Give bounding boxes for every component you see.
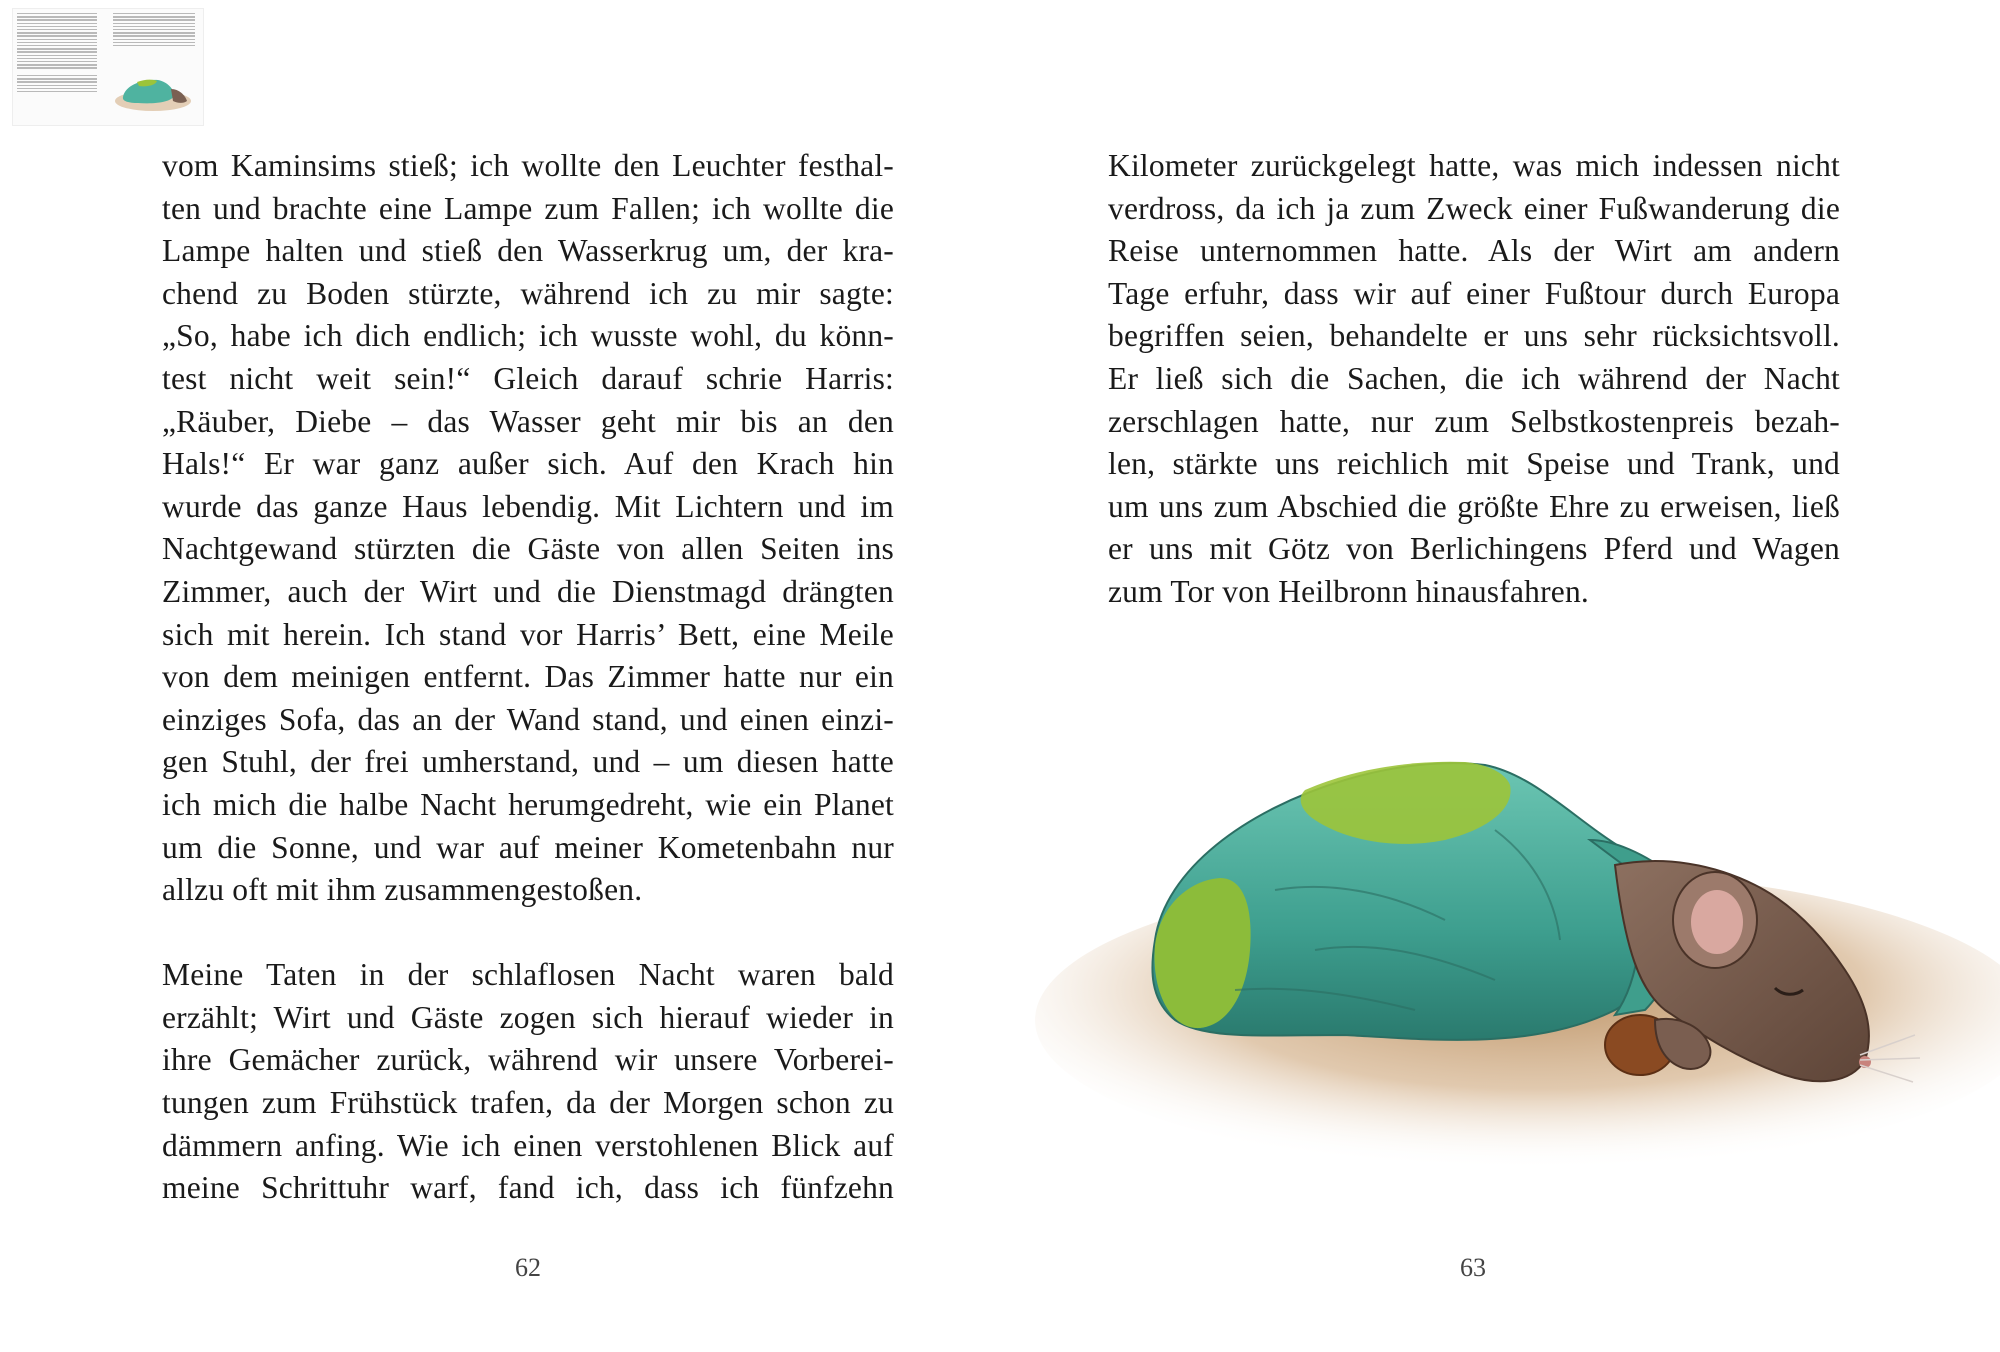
thumbnail-text-line	[113, 39, 195, 40]
text-line: um uns zum Abschied die größte Ehre zu erweisen, ließ	[1108, 488, 1840, 524]
text-line: len, stärkte uns reichlich mit Speise und Trank, und	[1108, 446, 1840, 482]
text-line: vom Kaminsims stieß; ich wollte den Leuchter festhal-	[162, 148, 894, 183]
text-line: zum Tor von Heilbronn hinausfahren.	[1108, 573, 1589, 609]
thumbnail-text-line	[113, 29, 195, 30]
thumbnail-text-line	[113, 35, 195, 36]
text-line: Tage erfuhr, dass wir auf einer Fußtour durch Europa	[1108, 275, 1840, 311]
thumbnail-text-line	[17, 81, 97, 82]
thumbnail-text-line	[17, 23, 97, 24]
text-line: gen Stuhl, der frei umherstand, und – um diesen hatte	[162, 744, 894, 780]
text-line: ten und brachte eine Lampe zum Fallen; ich wollte die	[162, 190, 894, 226]
page-number-right: 63	[1460, 1253, 1486, 1282]
text-line: verdross, da ich ja zum Zweck einer Fußwanderung die	[1108, 190, 1840, 226]
text-line: wurde das ganze Haus lebendig. Mit Lichtern und im	[162, 488, 894, 524]
thumbnail-text-line	[17, 26, 97, 27]
right-page-text	[1108, 145, 1840, 614]
text-line: Lampe halten und stieß den Wasserkrug um, der kra-	[162, 233, 894, 269]
thumbnail-text-line	[17, 61, 97, 62]
thumbnail-text-line	[17, 91, 97, 92]
thumbnail-text-line	[113, 26, 195, 27]
paragraph-gap	[162, 912, 894, 955]
text-line: sich mit herein. Ich stand vor Harris’ Bett, eine Meile	[162, 616, 894, 652]
text-line: Kilometer zurückgelegt hatte, was mich indessen nicht	[1108, 148, 1840, 183]
thumbnail-text-line	[113, 19, 195, 20]
text-line: dämmern anfing. Wie ich einen verstohlenen Blick auf	[162, 1127, 894, 1163]
thumbnail-text-line	[17, 13, 97, 14]
text-line: Meine Taten in der schlaflosen Nacht waren bald	[162, 957, 894, 993]
text-line: test nicht weit sein!“ Gleich darauf schrie Harris:	[162, 360, 894, 396]
text-line: „So, habe ich dich endlich; ich wusste wohl, du könn-	[162, 318, 894, 354]
left-page-text	[162, 145, 894, 1210]
text-line: er uns mit Götz von Berlichingens Pferd und Wagen	[1108, 531, 1840, 567]
thumbnail-text-line	[17, 39, 97, 40]
thumbnail-text-line	[113, 42, 195, 43]
text-line: von dem meinigen entfernt. Das Zimmer hatte nur ein	[162, 659, 894, 695]
text-line: meine Schrittuhr warf, fand ich, dass ich fünfzehn	[162, 1170, 894, 1206]
thumbnail-text-line	[17, 35, 97, 36]
text-line: Er ließ sich die Sachen, die ich während der Nacht	[1108, 360, 1840, 396]
text-line: Reise unternommen hatte. Als der Wirt am andern	[1108, 233, 1840, 269]
thumbnail-text-line	[17, 67, 97, 68]
thumbnail-text-line	[17, 29, 97, 30]
paragraph	[1108, 145, 1840, 614]
thumbnail-text-line	[113, 45, 195, 46]
sleeping-mouse-illustration	[1015, 690, 2000, 1230]
text-line: zerschlagen hatte, nur zum Selbstkostenpreis bezah-	[1108, 403, 1840, 439]
thumbnail-text-line	[113, 16, 195, 17]
text-line: begriffen seien, behandelte er uns sehr rücksichtsvoll.	[1108, 318, 1840, 354]
text-line: erzählt; Wirt und Gäste zogen sich hierauf wieder in	[162, 999, 894, 1035]
thumbnail-text-line	[17, 19, 97, 20]
thumbnail-text-line	[17, 85, 97, 86]
thumbnail-text-line	[17, 78, 97, 79]
text-line: allzu oft mit ihm zusammengestoßen.	[162, 872, 643, 908]
text-line: Hals!“ Er war ganz außer sich. Auf den Krach hin	[162, 446, 894, 482]
mouse-ear-inner	[1691, 890, 1743, 954]
text-line: tungen zum Frühstück trafen, da der Morgen schon zu	[162, 1085, 894, 1121]
thumbnail-text-line	[17, 16, 97, 17]
text-line: um die Sonne, und war auf meiner Kometenbahn nur	[162, 829, 894, 865]
thumbnail-text-line	[17, 58, 97, 59]
text-line: ich mich die halbe Nacht herumgedreht, wie ein Planet	[162, 786, 894, 822]
thumbnail-text-line	[17, 51, 97, 52]
thumbnail-text-line	[17, 48, 97, 49]
paragraph	[162, 954, 894, 1210]
text-line: chend zu Boden stürzte, während ich zu mir sagte:	[162, 275, 894, 311]
text-line: „Räuber, Diebe – das Wasser geht mir bis an den	[162, 403, 894, 439]
thumbnail-text-line	[113, 23, 195, 24]
thumbnail-text-line	[113, 32, 195, 33]
text-line: ihre Gemächer zurück, während wir unsere Vorberei-	[162, 1042, 894, 1078]
text-line: Zimmer, auch der Wirt und die Dienstmagd drängten	[162, 573, 894, 609]
thumbnail-text-line	[17, 64, 97, 65]
thumbnail-illustration	[113, 71, 193, 116]
paragraph	[162, 145, 894, 912]
thumbnail-text-line	[17, 75, 97, 76]
thumbnail-text-line	[17, 55, 97, 56]
thumbnail-text-line	[17, 42, 97, 43]
thumbnail-text-line	[17, 32, 97, 33]
text-line: Nachtgewand stürzten die Gäste von allen Seiten ins	[162, 531, 894, 567]
page-thumbnail[interactable]	[12, 8, 204, 126]
thumbnail-text-line	[17, 88, 97, 89]
page-number-left: 62	[515, 1253, 541, 1282]
text-line: einziges Sofa, das an der Wand stand, und einen einzi-	[162, 701, 894, 737]
thumbnail-text-line	[113, 13, 195, 14]
thumbnail-text-line	[17, 45, 97, 46]
